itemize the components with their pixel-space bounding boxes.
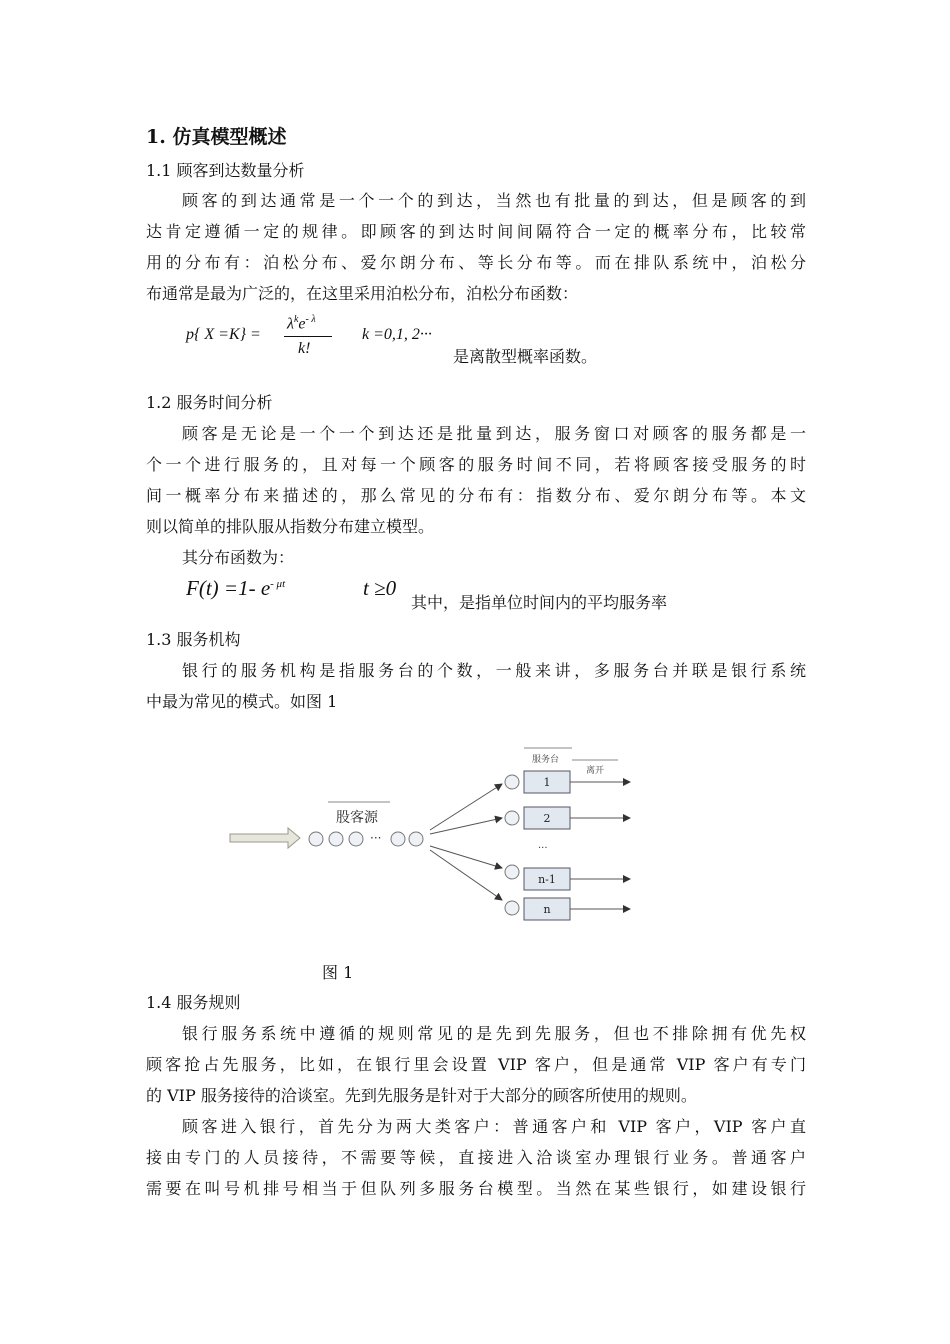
desk-n <box>524 898 570 920</box>
paragraph-line: 顾客抢占先服务，比如，在银行里会设置 VIP 客户，但是通常 VIP 客户有专门 <box>146 1055 806 1074</box>
fraction-bar <box>284 336 332 337</box>
queue-diagram <box>220 738 660 928</box>
exponent: - μt <box>270 578 286 590</box>
lambda-symbol: λ <box>287 315 294 333</box>
paragraph-line: 银行服务系统中遵循的规则常见的是先到先服务，但也不排除拥有优先权 <box>182 1024 806 1043</box>
paragraph-line: 用的分布有：泊松分布、爱尔朗分布、等长分布等。而在排队系统中，泊松分 <box>146 253 806 272</box>
queue-dots: ··· <box>370 831 382 845</box>
formula-lhs: p{ X =K} = <box>186 326 261 343</box>
paragraph-line: 达肯定遵循一定的规律。即顾客的到达时间间隔符合一定的概率分布，比较常 <box>146 222 806 241</box>
incoming-arrow <box>230 828 300 848</box>
formula-suffix: 是离散型概率函数。 <box>453 347 598 366</box>
heading-1-4: 1.4 服务规则 <box>146 993 241 1012</box>
desk-label: 2 <box>543 812 551 825</box>
paragraph-line: 间一概率分布来描述的，那么常见的分布有：指数分布、爱尔朗分布等。本文 <box>146 486 806 505</box>
paragraph-line: 顾客进入银行，首先分为两大类客户：普通客户和 VIP 客户，VIP 客户直 <box>182 1117 806 1136</box>
customer-circle <box>349 832 363 846</box>
e-symbol: e <box>298 315 306 333</box>
customer-circle <box>329 832 343 846</box>
heading-1-1: 1.1 顾客到达数量分析 <box>146 161 305 180</box>
paragraph-line: 银行的服务机构是指服务台的个数，一般来讲，多服务台并联是银行系统 <box>182 661 806 680</box>
heading-1-3: 1.3 服务机构 <box>146 630 241 649</box>
leave-label: 离开 <box>586 766 605 776</box>
desk-label: 1 <box>543 776 551 789</box>
formula-condition: t ≥0 <box>363 576 397 600</box>
paragraph-line: 则以简单的排队服从指数分布建立模型。 <box>146 517 435 536</box>
desk-header: 服务台 <box>532 755 560 765</box>
paragraph-line: 的 VIP 服务接待的洽谈室。先到先服务是针对于大部分的顾客所使用的规则。 <box>146 1086 697 1105</box>
formula-lhs <box>186 576 285 601</box>
paragraph-line: 顾客是无论是一个一个到达还是批量到达，服务窗口对顾客的服务都是一 <box>182 424 806 443</box>
formula-suffix: 其中，是指单位时间内的平均服务率 <box>411 593 668 612</box>
desk-label: n <box>543 903 551 916</box>
desk-1 <box>524 771 570 793</box>
section-title: 1. 仿真模型概述 <box>146 126 287 148</box>
heading-1-2: 1.2 服务时间分析 <box>146 393 273 412</box>
desk-n-1 <box>524 868 570 890</box>
figure-caption: 图 1 <box>322 963 354 982</box>
desk-2 <box>524 807 570 829</box>
customer-circle <box>391 832 405 846</box>
formula-numerator <box>287 314 316 333</box>
paragraph-line: 接由专门的人员接待，不需要等候，直接进入洽谈室办理银行业务。普通客户 <box>146 1148 806 1167</box>
paragraph-line: 布通常是最为广泛的，在这里采用泊松分布，泊松分布函数： <box>146 284 579 303</box>
paragraph-line: 顾客的到达通常是一个一个的到达，当然也有批量的到达，但是顾客的到 <box>182 191 806 210</box>
exponent: - λ <box>305 314 316 325</box>
desk-label: n-1 <box>538 873 556 886</box>
paragraph-line: 需要在叫号机排号相当于但队列多服务台模型。当然在某些银行，如建设银行 <box>146 1179 806 1198</box>
paragraph-line: 个一个进行服务的，且对每一个顾客的服务时间不同，若将顾客接受服务的时 <box>146 455 806 474</box>
branch-arrows <box>430 784 502 900</box>
queue-customers <box>309 832 423 846</box>
desk-queue-circles <box>505 775 519 915</box>
paragraph-line: 中最为常见的模式。如图 1 <box>146 692 338 711</box>
vertical-dots: ··· <box>538 843 548 854</box>
exponent: k <box>293 314 299 325</box>
formula-denominator: k! <box>298 340 311 357</box>
exit-arrows <box>570 782 630 909</box>
source-label: 股客源 <box>336 810 378 826</box>
paragraph-line: 其分布函数为： <box>182 548 295 567</box>
formula-range: k =0,1, 2··· <box>362 326 432 343</box>
customer-circle <box>409 832 423 846</box>
formula-main: F(t) =1- e <box>186 576 271 600</box>
customer-circle <box>309 832 323 846</box>
